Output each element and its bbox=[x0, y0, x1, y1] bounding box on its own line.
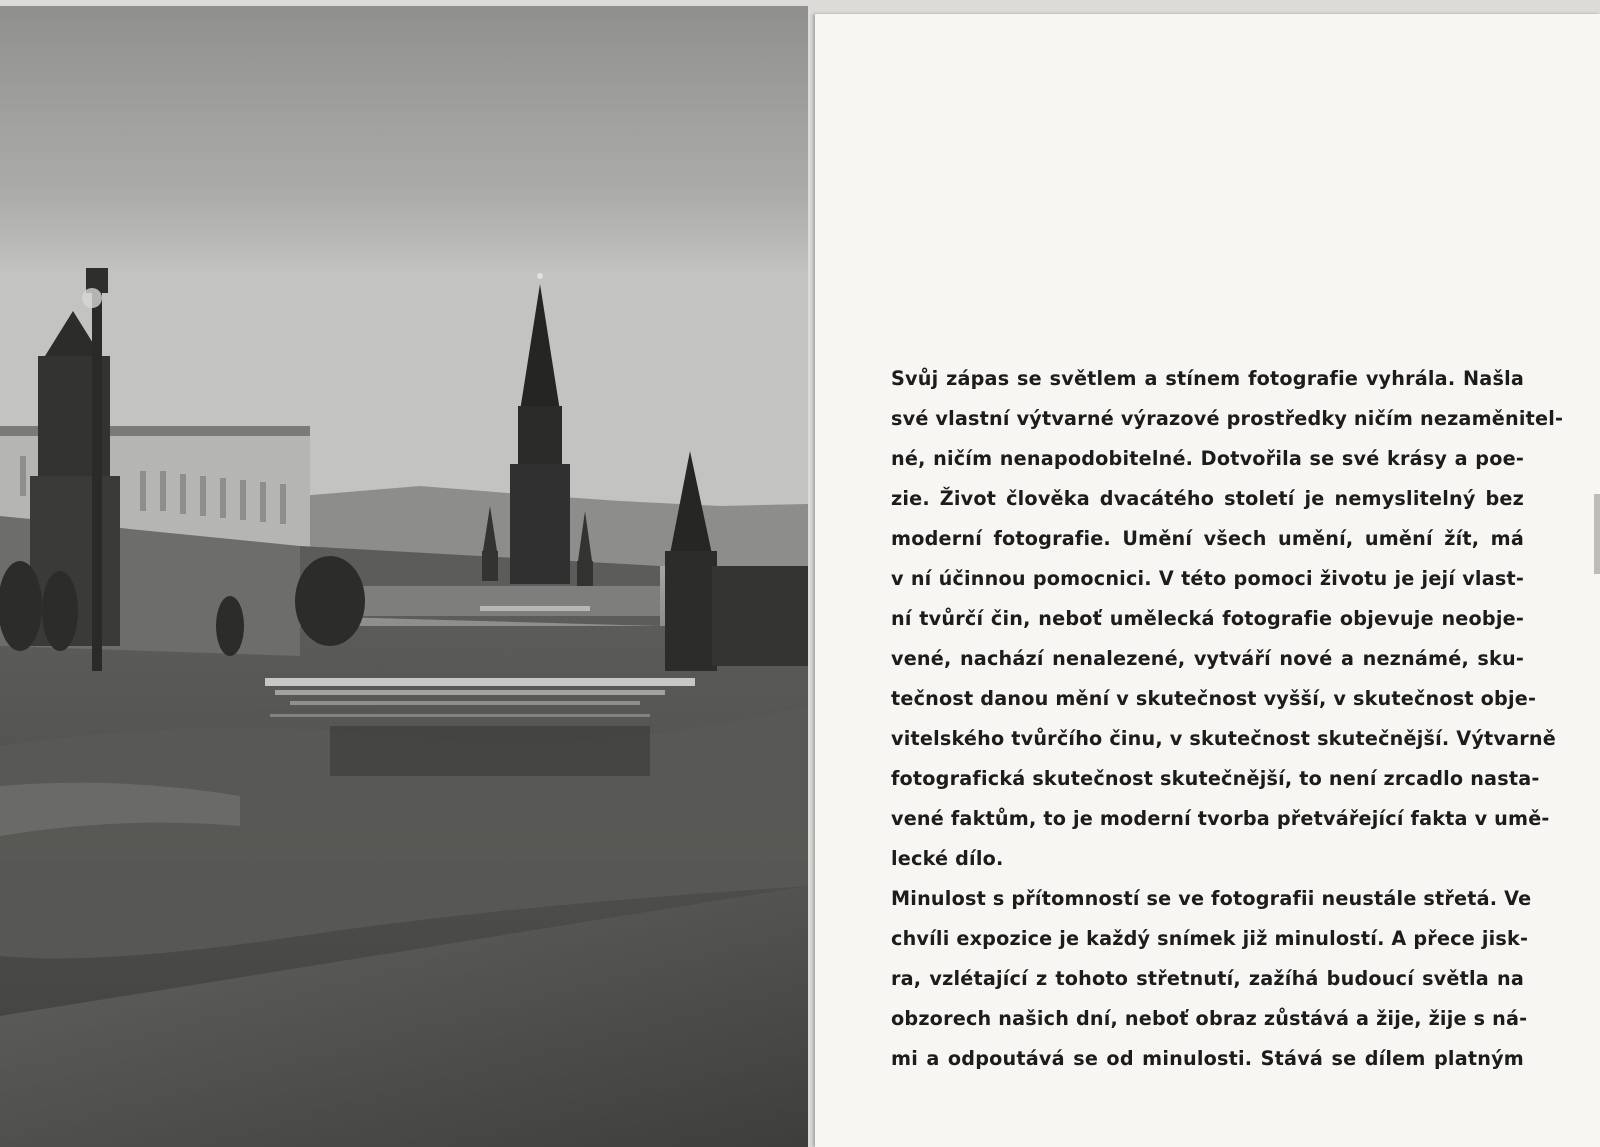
text-line: chvíli expozice je každý snímek již minulostí. A přece jisk- bbox=[891, 927, 1529, 950]
text-line: mi a odpoutává se od minulosti. Stává se dílem platným bbox=[891, 1047, 1524, 1070]
text-line: lecké dílo. bbox=[891, 847, 1004, 870]
page-edge bbox=[1594, 494, 1600, 574]
text-line: obzorech našich dní, neboť obraz zůstává a žije, žije s ná- bbox=[891, 1007, 1528, 1030]
text-line: né, ničím nenapodobitelné. Dotvořila se své krásy a poe- bbox=[891, 447, 1524, 470]
text-line: ní tvůrčí čin, neboť umělecká fotografie objevuje neobje- bbox=[891, 607, 1524, 630]
text-page bbox=[815, 14, 1600, 1147]
text-line: ra, vzlétající z tohoto střetnutí, zažíhá budoucí světla na bbox=[891, 967, 1524, 990]
text-line: Svůj zápas se světlem a stínem fotografie vyhrála. Našla bbox=[891, 367, 1524, 390]
text-line: fotografická skutečnost skutečnější, to není zrcadlo nasta- bbox=[891, 767, 1540, 790]
text-line: vené faktům, to je moderní tvorba přetvářející fakta v umě- bbox=[891, 807, 1550, 830]
photo-illustration bbox=[0, 6, 808, 1147]
text-line: své vlastní výtvarné výrazové prostředky ničím nezaměnitel- bbox=[891, 407, 1564, 430]
text-line: vené, nachází nenalezené, vytváří nové a neznámé, sku- bbox=[891, 647, 1524, 670]
body-text bbox=[891, 359, 1564, 1079]
text-line: moderní fotografie. Umění všech umění, umění žít, má bbox=[891, 527, 1524, 550]
text-line: Minulost s přítomností se ve fotografii neustále střetá. Ve bbox=[891, 887, 1532, 910]
kremlin-photo bbox=[0, 6, 808, 1147]
text-line: v ní účinnou pomocnici. V této pomoci životu je její vlast- bbox=[891, 567, 1524, 590]
text-line: zie. Život člověka dvacátého století je nemyslitelný bez bbox=[891, 487, 1524, 510]
text-line: tečnost danou mění v skutečnost vyšší, v skutečnost obje- bbox=[891, 687, 1537, 710]
text-line: vitelského tvůrčího činu, v skutečnost skutečnější. Výtvarně bbox=[891, 727, 1557, 750]
